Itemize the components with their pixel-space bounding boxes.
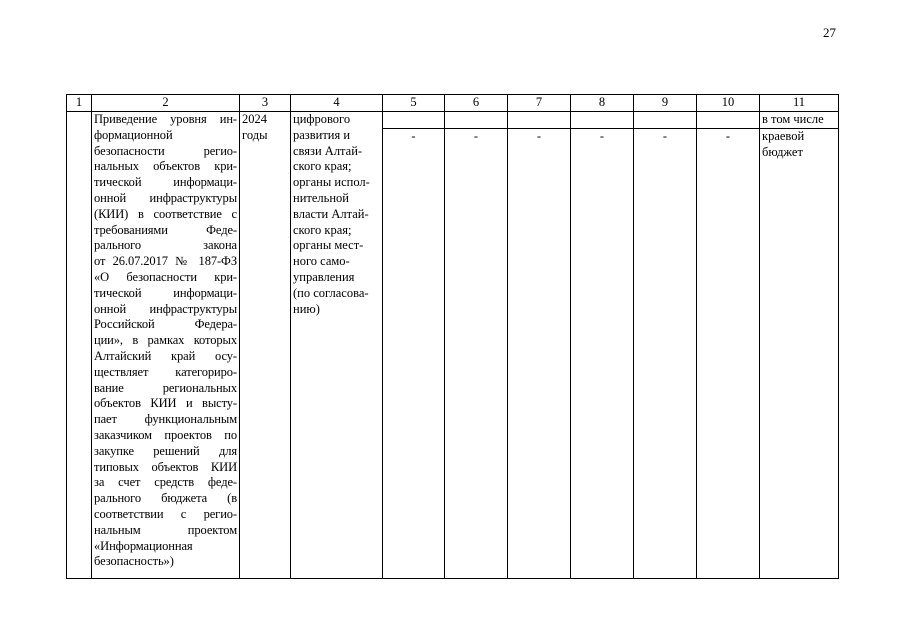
header-cell: 7: [508, 95, 571, 112]
header-cell: 6: [445, 95, 508, 112]
description-line: ществляет категориро-: [94, 364, 237, 379]
description-line: объектов КИИ и высту-: [94, 396, 237, 411]
description-line: нальным проектом: [94, 522, 237, 537]
value-cell: -: [634, 129, 697, 579]
executor-line: нию): [293, 301, 320, 316]
executor-line: ского края;: [293, 222, 352, 237]
description-line: нальных объектов кри-: [94, 159, 237, 174]
header-cell: 5: [383, 95, 445, 112]
value-cell: [383, 112, 445, 129]
description-line: тической информаци-: [94, 285, 237, 300]
header-cell: 2: [92, 95, 240, 112]
source-note-cell: в том числе: [760, 112, 839, 129]
value-cell: [508, 112, 571, 129]
executor-line: (по согласова-: [293, 285, 369, 300]
description-line: онной инфраструктуры: [94, 190, 237, 205]
value-cell: [697, 112, 760, 129]
description-line: Приведение уровня ин-: [94, 112, 237, 126]
description-line: (КИИ) в соответствие с: [94, 206, 237, 221]
table-row: [67, 112, 839, 129]
header-cell: 1: [67, 95, 92, 112]
description-line: тической информаци-: [94, 175, 237, 190]
description-line: Алтайский край осу-: [94, 348, 237, 363]
period-line: годы: [242, 127, 268, 142]
value-cell: -: [697, 129, 760, 579]
value-cell: -: [445, 129, 508, 579]
description-line: рального закона: [94, 238, 237, 253]
description-line: закупке решений для: [94, 443, 237, 458]
description-line: онной инфраструктуры: [94, 301, 237, 316]
value-cell: -: [508, 129, 571, 579]
description-line: ции», в рамках которых: [94, 333, 237, 348]
value-cell: [634, 112, 697, 129]
header-cell: 11: [760, 95, 839, 112]
executor-line: связи Алтай-: [293, 143, 363, 158]
funding-source-line: бюджет: [762, 144, 803, 159]
executor-line: ного само-: [293, 254, 350, 269]
executor-line: власти Алтай-: [293, 206, 369, 221]
executor-line: цифрового: [293, 112, 351, 126]
description-line: соответствии с регио-: [94, 506, 237, 521]
description-line: вание региональных: [94, 380, 237, 395]
executor-line: органы испол-: [293, 175, 370, 190]
header-row: [67, 95, 839, 112]
row-number-cell: [67, 112, 92, 579]
page-number: 27: [823, 25, 836, 40]
executor-line: развития и: [293, 127, 351, 142]
header-cell: 3: [240, 95, 291, 112]
plan-table: [66, 94, 839, 579]
executor-line: управления: [293, 269, 355, 284]
measure-description-cell: [92, 112, 240, 579]
value-cell: -: [383, 129, 445, 579]
executor-line: нительной: [293, 190, 349, 205]
funding-source-line: краевой: [762, 129, 805, 143]
executor-line: ского края;: [293, 159, 352, 174]
description-line: требованиями Феде-: [94, 222, 237, 237]
header-cell: 4: [291, 95, 383, 112]
description-line: «О безопасности кри-: [94, 269, 237, 284]
period-line: 2024: [242, 112, 267, 126]
funding-source-cell: [760, 129, 839, 579]
executor-cell: [291, 112, 383, 579]
description-line: Российской Федера-: [94, 317, 237, 332]
value-cell: [445, 112, 508, 129]
description-line: типовых объектов КИИ: [94, 459, 237, 474]
description-line: за счет средств феде-: [94, 475, 237, 490]
header-cell: 9: [634, 95, 697, 112]
description-line: заказчиком проектов по: [94, 427, 237, 442]
description-line: от 26.07.2017 № 187-ФЗ: [94, 254, 237, 269]
description-line: безопасность»): [94, 554, 174, 569]
description-line: формационной: [94, 127, 173, 142]
executor-line: органы мест-: [293, 238, 364, 253]
description-line: безопасности регио-: [94, 143, 237, 158]
header-cell: 8: [571, 95, 634, 112]
description-line: «Информационная: [94, 538, 193, 553]
description-line: рального бюджета (в: [94, 491, 237, 506]
value-cell: [571, 112, 634, 129]
header-cell: 10: [697, 95, 760, 112]
description-line: пает функциональным: [94, 412, 237, 427]
period-cell: [240, 112, 291, 579]
value-cell: -: [571, 129, 634, 579]
